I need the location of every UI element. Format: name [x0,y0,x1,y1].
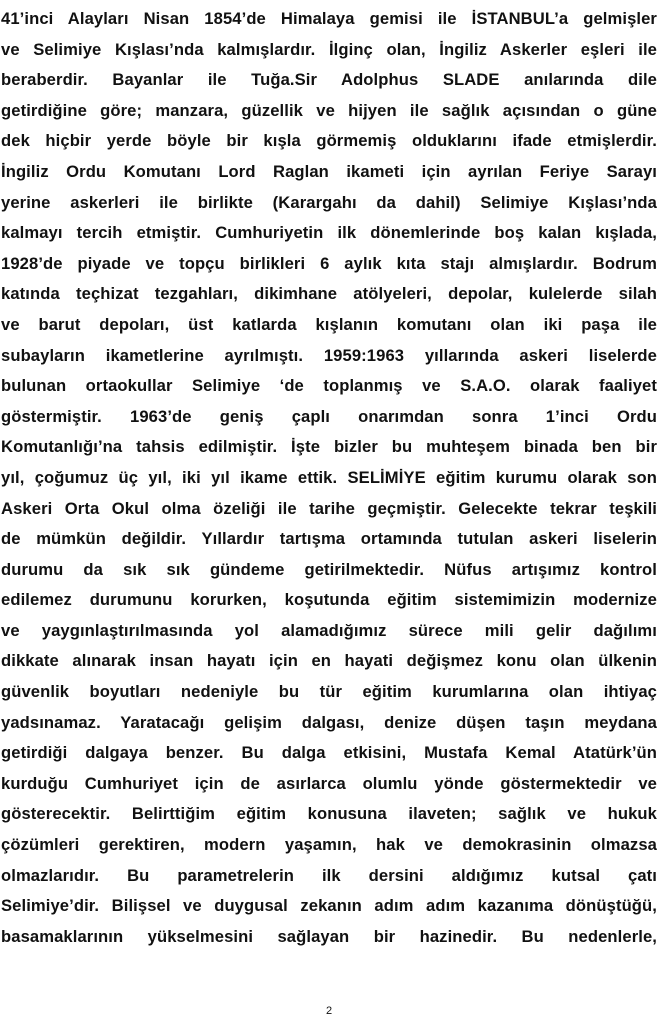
text-line: İngiliz Ordu Komutanı Lord Raglan ikameti için ayrılan Feriye Sarayı [1,161,657,181]
text-line: de mümkün değildir. Yıllardır tartışma ortamında tutulan askeri liselerin [1,529,657,549]
text-line: subayların ikametlerine ayrılmıştı. 1959:1963 yıllarında askeri liselerde [1,345,657,365]
text-line: ve barut depoları, üst katlarda kışlanın komutanı olan iki paşa ile [1,314,657,334]
text-line: olmazlarıdır. Bu parametrelerin ilk dersini aldığımız kutsal çatı [1,865,657,885]
text-line: katında teçhizat tezgahları, dikimhane atölyeleri, depolar, kulelerde silah [1,284,657,304]
text-line: gösterecektir. Belirttiğim eğitim konusuna ilaveten; sağlık ve hukuk [1,804,657,824]
text-line: Askeri Orta Okul olma özeliği ile tarihe geçmiştir. Gelecekte tekrar teşkili [1,498,657,518]
text-line: göstermiştir. 1963’de geniş çaplı onarımdan sonra 1’inci Ordu [1,406,657,426]
text-line: edilemez durumunu korurken, koşutunda eğitim sistemimizin modernize [1,590,657,610]
text-line: Selimiye’dir. Bilişsel ve duygusal zekanın adım adım kazanıma dönüştüğü, [1,896,657,916]
text-line: durumu da sık sık gündeme getirilmektedir. Nüfus artışımız kontrol [1,559,657,579]
text-line: ve yaygınlaştırılmasında yol alamadığımız sürece mili gelir dağılımı [1,620,657,640]
text-line: çözümleri gerektiren, modern yaşamın, hak ve demokrasinin olmazsa [1,835,657,855]
text-line: güvenlik boyutları nedeniyle bu tür eğitim kurumlarına olan ihtiyaç [1,682,657,702]
text-line: basamaklarının yükselmesini sağlayan bir hazinedir. Bu nedenlerle, [1,926,657,946]
text-line: getirdiğine göre; manzara, güzellik ve hijyen ile sağlık açısından o güne [1,100,657,120]
text-line: dek hiçbir yerde böyle bir kışla görmemiş olduklarını ifade etmişlerdir. [1,131,657,151]
text-line: bulunan ortaokullar Selimiye ‘de toplanmış ve S.A.O. olarak faaliyet [1,376,657,396]
page-number: 2 [325,1005,333,1017]
text-line: dikkate alınarak insan hayatı için en hayati değişmez konu olan ülkenin [1,651,657,671]
text-line: 41’inci Alayları Nisan 1854’de Himalaya gemisi ile İSTANBUL’a gelmişler [1,9,657,28]
text-line: Komutanlığı’na tahsis edilmiştir. İşte bizler bu muhteşem binada ben bir [1,437,657,457]
text-line: kalmayı tercih etmiştir. Cumhuriyetin ilk dönemlerinde boş kalan kışlada, [1,223,657,243]
text-line: yadsınamaz. Yaratacağı gelişim dalgası, denize düşen taşın meydana [1,712,657,732]
text-line: ve Selimiye Kışlası’nda kalmışlardır. İlginç olan, İngiliz Askerler eşleri ile [1,39,657,59]
body-text [1,4,657,952]
text-line: 1928’de piyade ve topçu birlikleri 6 aylık kıta stajı almışlardır. Bodrum [1,253,657,273]
text-line: beraberdir. Bayanlar ile Tuğa.Sir Adolphus SLADE anılarında dile [1,70,657,90]
text-line: yerine askerleri ile birlikte (Karargahı da dahil) Selimiye Kışlası’nda [1,192,657,212]
text-line: yıl, çoğumuz üç yıl, iki yıl ikame ettik. SELİMİYE eğitim kurumu olarak son [1,467,657,487]
text-line: getirdiği dalgaya benzer. Bu dalga etkisini, Mustafa Kemal Atatürk’ün [1,743,657,763]
text-line: kurduğu Cumhuriyet için de asırlarca olumlu yönde göstermektedir ve [1,773,657,793]
